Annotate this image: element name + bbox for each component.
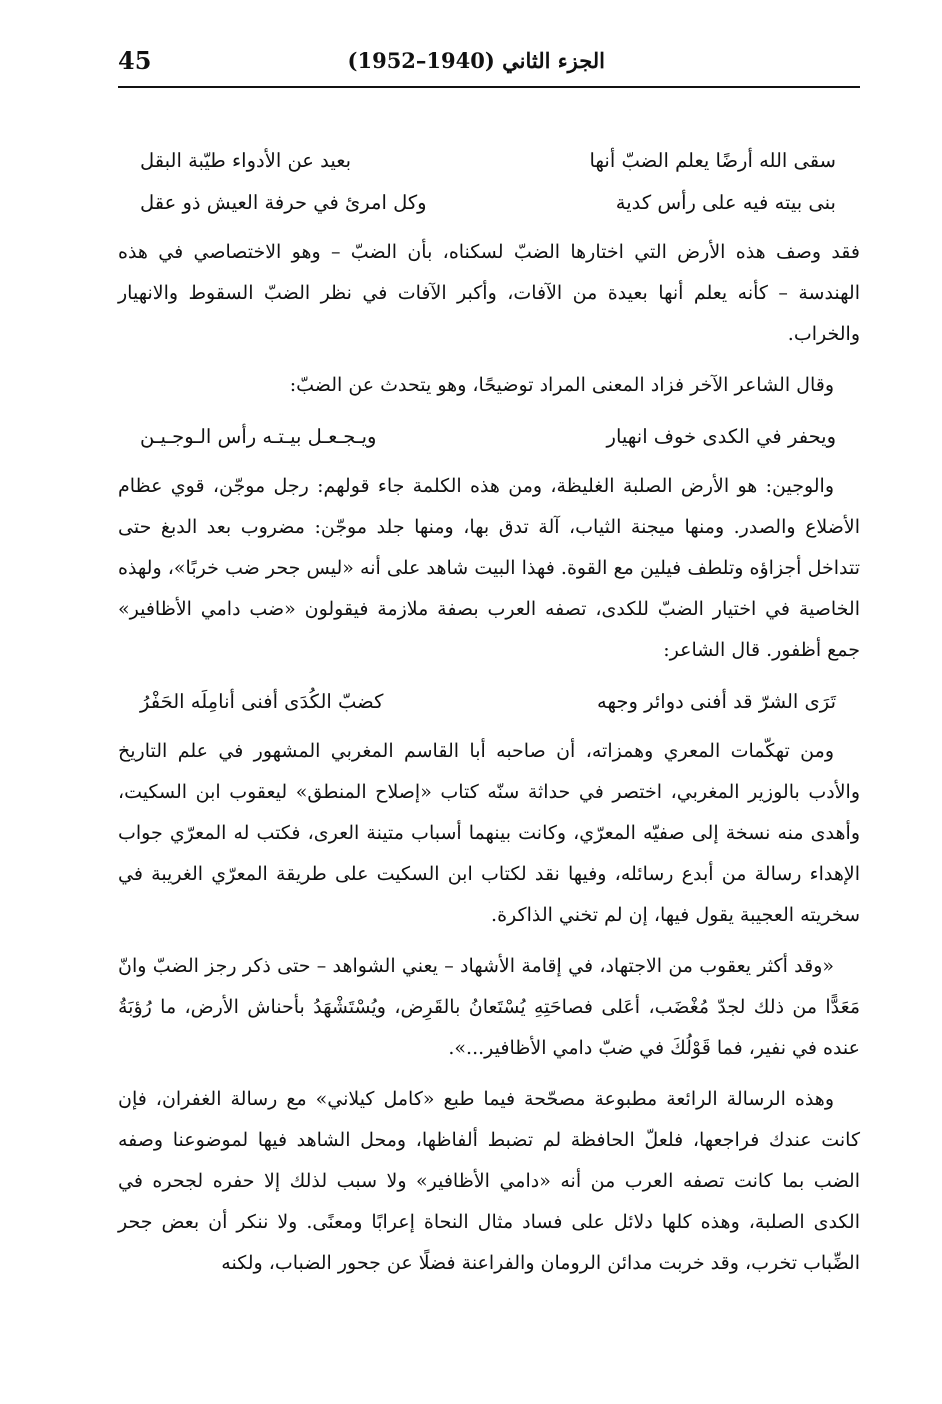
paragraph: وقال الشاعر الآخر فزاد المعنى المراد توضيحًا، وهو يتحدث عن الضبّ:: [289, 374, 834, 396]
paragraph: فقد وصف هذه الأرض التي اختارها الضبّ لسكناه، بأن الضبّ – وهو الاختصاصي في هذه الهندسة – كأنه يعلم أنها بعيدة من الآفات، وأكبر الآفات في نظر الضبّ السقوط والانهيار والخراب.: [118, 241, 860, 345]
verse-line: [118, 416, 860, 458]
verse-line: [118, 140, 860, 182]
header-rule: [118, 86, 860, 88]
paragraph: والوجين: هو الأرض الصلبة الغليظة، ومن هذه الكلمة جاء قولهم: رجل موجّن، قوي عظام الأضلاع والصدر. ومنها ميجنة الثياب، آلة تدق بها، ومنها جلد موجّن: مضروب بعد الدبغ حتى تتداخل أجزاؤه وتلطف فيلين مع القوة. فهذا البيت شاهد على أنه «ليس جحر ضب خربًا»، ولهذه الخاصية في اختيار الضبّ للكدى، تصفه العرب بصفة ملازمة فيقولون «ضب دامي الأظافير» جمع أظفور. قال الشاعر:: [118, 475, 860, 661]
page-body: [118, 140, 860, 1294]
verse-line: [118, 681, 860, 723]
verse-block-2: [118, 416, 860, 458]
verse-second-hemistich: ويـجـعـل بيـتـه رأس الـوجـيـن: [140, 425, 377, 448]
header-title: الجزء الثاني (1940–1952): [347, 48, 605, 73]
verse-second-hemistich: بعيد عن الأدواء طيّبة البقل: [140, 149, 352, 172]
verse-line: [118, 182, 860, 224]
verse-first-hemistich: بنى بيته فيه على رأس كدية: [615, 191, 836, 214]
running-header: [118, 38, 860, 82]
quoted-paragraph: «وقد أكثر يعقوب من الاجتهاد، في إقامة الأشهاد – يعني الشواهد – حتى ذكر رجز الضبّ وانّ مَعَدًّا من ذلك لجدّ مُغْضَب، أعَلى فصاحَتِهِ يُسْتَعانُ بالقَرِض، ويُسْتَشْهَدُ بأحناش الأرض، ما رُؤبَةُ عنده في نفير، فما قَوْلُكَ في ضبّ دامي الأظافير...».: [118, 955, 860, 1059]
verse-block-3: [118, 681, 860, 723]
verse-first-hemistich: تَرَى الشرّ قد أفنى دوائر وجهه: [596, 690, 836, 713]
verse-first-hemistich: ويحفر في الكدى خوف انهيار: [606, 425, 836, 448]
verse-second-hemistich: كضبّ الكُدَى أفنى أنامِلَه الحَفْرُ: [140, 690, 384, 713]
page-number: 45: [118, 46, 152, 75]
paragraph: ومن تهكّمات المعري وهمزاته، أن صاحبه أبا القاسم المغربي المشهور في علم التاريخ والأدب بالوزير المغربي، اختصر في حداثة سنّه كتاب «إصلاح المنطق» ليعقوب ابن السكيت، وأهدى منه نسخة إلى صفيّه المعرّي، وكانت بينهما أسباب متينة العرى، فكتب له المعرّي جواب الإهداء رسالة من أبدع رسائله، وفيها نقد لكتاب ابن السكيت على طريقة المعرّي الغريبة في سخريته العجيبة يقول فيها، إن لم تخني الذاكرة.: [118, 740, 860, 926]
paragraph: وهذه الرسالة الرائعة مطبوعة مصحّحة فيما طبع «كامل كيلاني» مع رسالة الغفران، فإن كانت عندك فراجعها، فلعلّ الحافظة لم تضبط ألفاظها، ومحل الشاهد فيها لموضوعنا وصفه الضب بما كانت تصفه العرب من أنه «دامي الأظافير» ولا سبب لذلك إلا حفره لجحره في الكدى الصلبة، وهذه كلها دلائل على فساد مثال النحاة إعرابًا ومعنًى. ولا ننكر أن بعض جحر الضِّباب تخرب، وقد خربت مدائن الرومان والفراعنة فضلًا عن جحور الضباب، ولكنه: [118, 1088, 860, 1274]
verse-second-hemistich: وكل امرئ في حرفة العيش ذو عقل: [140, 191, 427, 214]
verse-block-1: [118, 140, 860, 224]
verse-first-hemistich: سقى الله أرضًا يعلم الضبّ أنها: [589, 149, 836, 172]
